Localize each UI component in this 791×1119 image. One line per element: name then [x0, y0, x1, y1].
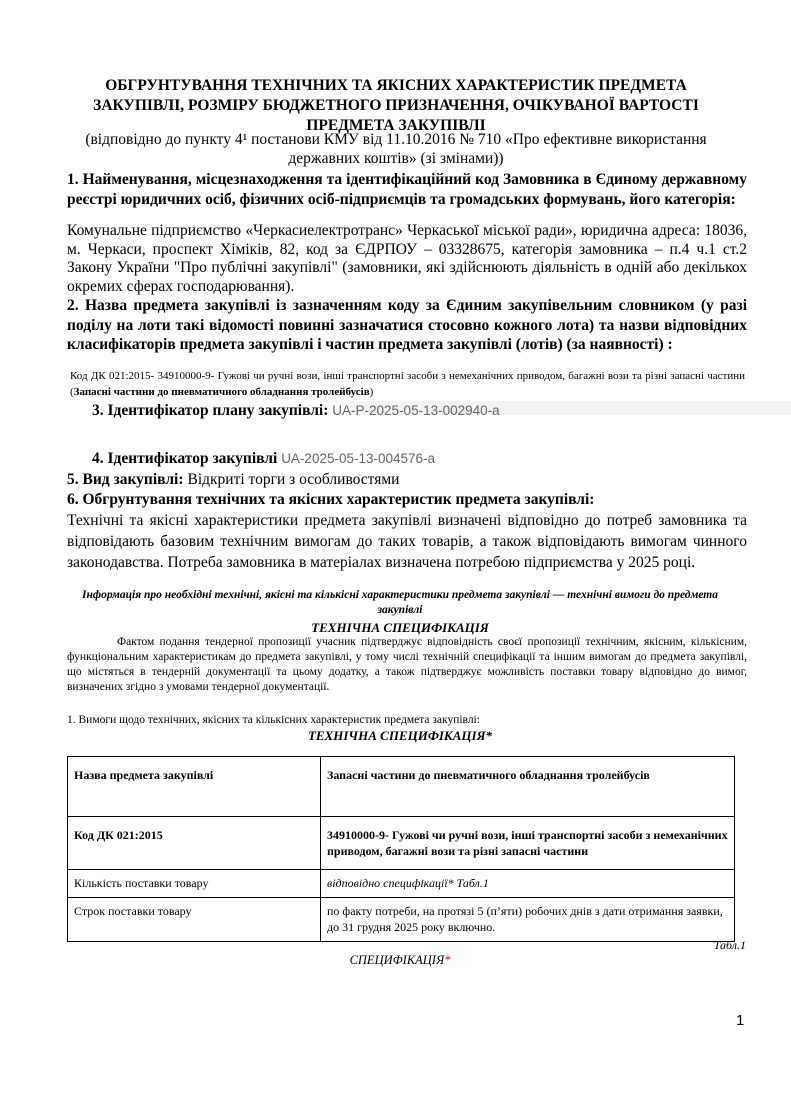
specification-text: СПЕЦИФІКАЦІЯ — [349, 953, 445, 967]
page-number: 1 — [736, 1012, 745, 1029]
section-2-text — [70, 368, 745, 400]
section-4-label: 4. Ідентифікатор закупівлі — [92, 450, 278, 467]
section-1-heading: 1. Найменування, місцезнаходження та ідентифікаційний код Замовника в Єдиному державному реєстрі юридичних осіб, фізичних осіб-підприємців та громадських формувань, його категорія: — [67, 171, 747, 208]
table-cell-value: по факту потреби, на протязі 5 (п’яти) робочих днів з дати отримання заявки, до 31 грудня 2025 року включно. — [321, 898, 735, 942]
requirements-line: 1. Вимоги щодо технічних, якісних та кількісних характеристик предмета закупівлі: — [67, 714, 480, 726]
table-cell-label: Кількість поставки товару — [68, 870, 321, 898]
section-6-text: Технічні та якісні характеристики предмета закупівлі визначені відповідно до потреб замовника та відповідають базовим технічним вимогам до таких товарів, а також відповідають вимогам чинного законодавства. Потреба замовника в матеріалах визначена потребою підприємства у 2025 році. — [67, 512, 747, 571]
spec-table — [67, 756, 735, 942]
title-line: ОБГРУНТУВАННЯ ТЕХНІЧНИХ ТА ЯКІСНИХ ХАРАКТЕРИСТИК ПРЕДМЕТА — [105, 77, 687, 94]
info-title: Інформація про необхідні технічні, якісні та кількісні характеристики предмета закупівлі — технічні вимоги до предмета закупівлі — [82, 589, 718, 616]
table-cell-value: Запасні частини до пневматичного обладнання тролейбусів — [321, 757, 735, 817]
subtitle-line: державних коштів» (зі змінами)) — [288, 150, 504, 167]
table-cell-label: Строк поставки товару — [68, 898, 321, 942]
quantity-ref: відповідно специфікації — [327, 876, 448, 890]
table-row — [68, 870, 735, 898]
title-line: ПРЕДМЕТА ЗАКУПІВЛІ — [306, 117, 486, 134]
cpv-text: Код ДК 021:2015- 34910000-9- Гужові чи ручні вози, інші транспортні засоби з немеханічних приводом, багажні вози та різні запасні частини ( — [70, 370, 745, 398]
quantity-table-ref: * Табл.1 — [447, 876, 489, 890]
table-cell-value — [321, 870, 735, 898]
spec-title-2: ТЕХНІЧНА СПЕЦИФІКАЦІЯ* — [307, 728, 493, 743]
plan-id-value: UA-P-2025-05-13-002940-a — [332, 403, 500, 418]
table-row — [68, 817, 735, 870]
spec-paragraph: Фактом подання тендерної пропозиції учасник підтверджує відповідність своєї пропозиції технічним, якісним, кількісним, функціональним характеристикам до предмета закупівлі, у тому числі технічній специфікації та іншим вимогам до предмета закупівлі, що містяться в тендерній документації та цьому додатку, а також підтверджує можливість поставки товару відповідно до вимог, визначених згідно з умовами тендерної документації. — [67, 636, 747, 693]
procurement-id-value: UA-2025-05-13-004576-a — [281, 451, 436, 466]
table-cell-value: 34910000-9- Гужові чи ручні вози, інші транспортні засоби з немеханічних приводом, багажні вози та різні запасні частини — [321, 817, 735, 870]
title-line: ЗАКУПІВЛІ, РОЗМІРУ БЮДЖЕТНОГО ПРИЗНАЧЕННЯ, ОЧІКУВАНОЇ ВАРТОСТІ — [93, 97, 699, 114]
specification-heading — [60, 953, 740, 968]
section-2-heading: 2. Назва предмета закупівлі із зазначенням коду за Єдиним закупівельним словником (у разі поділу на лоти такі відомості повинні зазначатися стосовно кожного лота) та назви відповідних класифікаторів предмета закупівлі і частин предмета закупівлі (лотів) (за наявності) : — [67, 297, 747, 353]
section-1-text: Комунальне підприємство «Черкасиелектротранс» Черкаської міської ради», юридична адреса: 18036, м. Черкаси, проспект Хіміків, 82, код за ЄДРПОУ – 03328675, категорія замовника – п.4 ч.1 ст.2 Закону України "Про публічні закупівлі" (замовники, які здійснюють діяльність в одній або декількох окремих сферах господарювання). — [67, 222, 747, 295]
cpv-text-end: ) — [369, 386, 374, 398]
section-6-heading: 6. Обгрунтування технічних та якісних характеристик предмета закупівлі: — [67, 491, 595, 508]
section-3 — [92, 401, 732, 421]
lot-name: Запасні частини до пневматичного обладнання тролейбусів — [73, 386, 370, 398]
specification-star: * — [444, 953, 451, 967]
table-reference: Табл.1 — [713, 938, 746, 952]
section-3-label: 3. Ідентифікатор плану закупівлі: — [92, 402, 329, 419]
table-row — [68, 898, 735, 942]
subtitle-line: (відповідно до пункту 4¹ постанови КМУ від 11.10.2016 № 710 «Про ефективне використання — [85, 131, 707, 148]
section-5 — [67, 470, 747, 490]
table-cell-label: Код ДК 021:2015 — [68, 817, 321, 870]
table-row — [68, 757, 735, 817]
section-5-value: Відкриті торги з особливостями — [187, 471, 400, 488]
table-cell-label: Назва предмета закупівлі — [68, 757, 321, 817]
section-5-label: 5. Вид закупівлі: — [67, 471, 184, 488]
spec-title: ТЕХНІЧНА СПЕЦИФІКАЦІЯ — [311, 620, 489, 635]
section-4 — [92, 449, 732, 469]
document-subtitle — [60, 130, 732, 168]
document-title — [60, 76, 732, 136]
